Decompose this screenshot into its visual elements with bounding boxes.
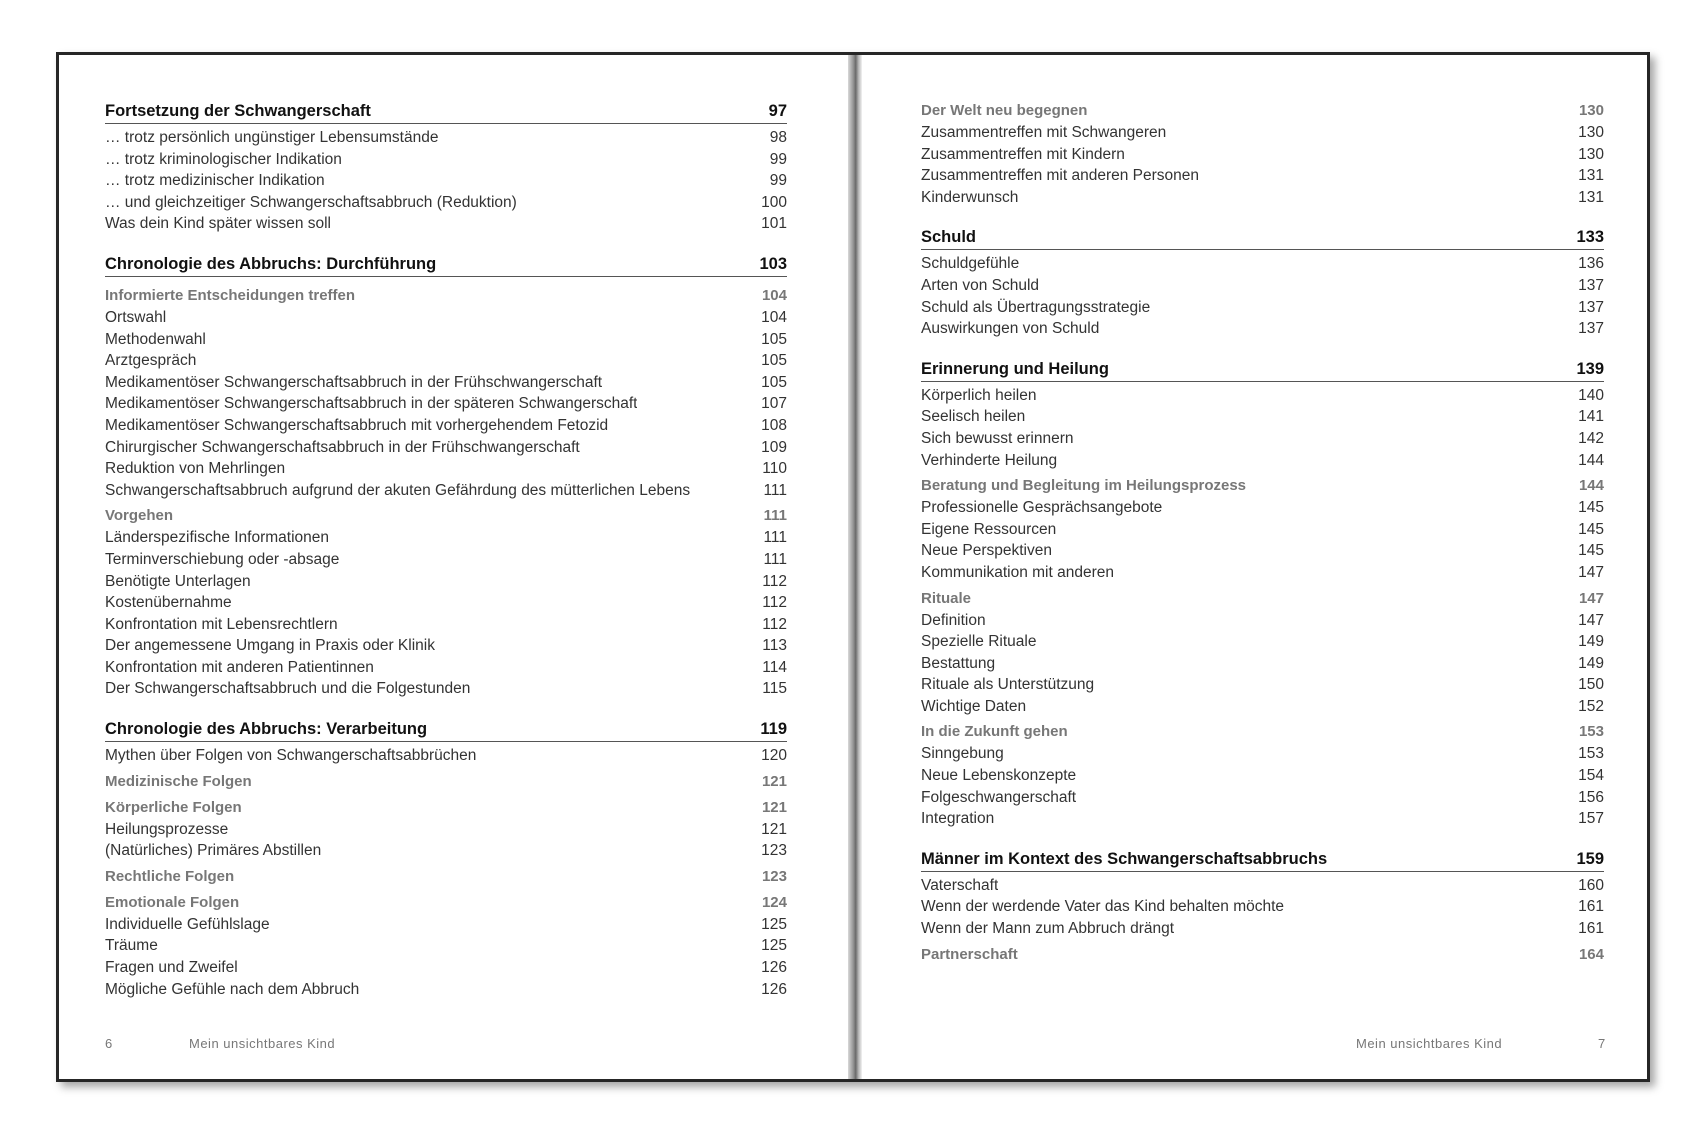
toc-entry-page: 152 [1578, 697, 1604, 715]
toc-item [105, 914, 787, 936]
toc-entry-page: 133 [1576, 228, 1604, 247]
toc-entry-title: (Natürliches) Primäres Abstillen [105, 842, 322, 860]
toc-item [105, 592, 787, 614]
toc-entry-title: … und gleichzeitiger Schwangerschaftsabbruch (Reduktion) [105, 193, 517, 211]
toc-entry-page: 111 [763, 507, 787, 525]
toc-item [921, 610, 1604, 632]
toc-item [921, 765, 1604, 787]
toc-item [105, 979, 787, 1001]
toc-item [921, 385, 1604, 407]
toc-section-heading [105, 505, 787, 527]
toc-entry-title: Beratung und Begleitung im Heilungsprozess [921, 477, 1247, 495]
toc-entry-title: Zusammentreffen mit Kindern [921, 145, 1125, 163]
toc-entry-title: … trotz medizinischer Indikation [105, 172, 325, 190]
toc-entry-title: Fortsetzung der Schwangerschaft [105, 102, 371, 120]
toc-entry-title: Bestattung [921, 654, 996, 672]
toc-entry-title: Konfrontation mit anderen Patientinnen [105, 658, 374, 676]
toc-item [921, 562, 1604, 584]
toc-entry-page: 98 [769, 129, 787, 146]
toc-entry-page: 121 [761, 820, 787, 838]
toc-entry-page: 121 [761, 798, 787, 816]
toc-item [921, 743, 1604, 765]
toc-section-heading [921, 100, 1604, 122]
toc-entry-page: 147 [1578, 563, 1604, 581]
toc-item [105, 307, 787, 329]
toc-entry-page: 137 [1578, 276, 1604, 294]
book-spine [848, 55, 862, 1079]
toc-entry-title: Schuld [921, 228, 977, 247]
toc-item [921, 122, 1604, 144]
toc-section-heading [105, 866, 787, 888]
toc-entry-title: Folgeschwangerschaft [921, 788, 1077, 806]
toc-entry-title: Reduktion von Mehrlingen [105, 460, 286, 478]
toc-entry-page: 130 [1578, 145, 1604, 163]
toc-entry-title: Heilungsprozesse [105, 820, 229, 838]
toc-chapter-heading [105, 100, 787, 124]
toc-entry-page: 159 [1576, 849, 1604, 868]
toc-entry-title: Integration [921, 810, 995, 828]
toc-item [921, 165, 1604, 187]
toc-entry-title: Rituale als Unterstützung [921, 676, 1095, 694]
toc-entry-page: 137 [1578, 298, 1604, 316]
toc-entry-title: Verhinderte Heilung [921, 451, 1058, 469]
toc-entry-page: 99 [769, 172, 787, 190]
toc-entry-title: Individuelle Gefühlslage [105, 915, 270, 933]
toc-entry-title: Definition [921, 611, 986, 629]
toc-entry-title: Der Welt neu begegnen [921, 102, 1088, 119]
toc-entry-page: 124 [761, 893, 787, 911]
toc-item [921, 918, 1604, 940]
toc-entry-title: Medikamentöser Schwangerschaftsabbruch in der Frühschwangerschaft [105, 373, 603, 391]
toc-entry-title: Männer im Kontext des Schwangerschaftsabbruchs [921, 849, 1328, 868]
toc-entry-title: Methodenwahl [105, 330, 206, 348]
toc-entry-title: In die Zukunft gehen [921, 723, 1068, 741]
toc-item [921, 144, 1604, 166]
toc-entry-title: Der Schwangerschaftsabbruch und die Folgestunden [105, 680, 471, 698]
toc-entry-page: 111 [763, 481, 787, 499]
toc-entry-page: 161 [1578, 898, 1604, 916]
toc-entry-title: Kommunikation mit anderen [921, 563, 1114, 581]
toc-entry-title: Wenn der werdende Vater das Kind behalten möchte [921, 898, 1285, 916]
toc-entry-page: 120 [761, 747, 787, 765]
toc-entry-page: 149 [1578, 633, 1604, 651]
toc-entry-title: Medikamentöser Schwangerschaftsabbruch in der späteren Schwangerschaft [105, 395, 638, 413]
toc-entry-page: 105 [761, 373, 787, 391]
toc-entry-title: Was dein Kind später wissen soll [105, 215, 331, 233]
toc-section-heading [105, 892, 787, 914]
toc-entry-title: Benötigte Unterlagen [105, 572, 251, 590]
toc-entry-title: Arten von Schuld [921, 276, 1040, 294]
toc-item [921, 428, 1604, 450]
toc-entry-page: 97 [768, 102, 787, 120]
toc-entry-page: 140 [1578, 386, 1604, 404]
toc-item [921, 450, 1604, 472]
toc-entry-page: 141 [1578, 408, 1604, 426]
toc-entry-page: 145 [1578, 542, 1604, 560]
toc-entry-title: Konfrontation mit Lebensrechtlern [105, 615, 338, 633]
toc-item [921, 519, 1604, 541]
toc-entry-page: 156 [1578, 788, 1604, 806]
toc-chapter-heading [921, 848, 1604, 872]
toc-entry-page: 131 [1578, 188, 1604, 206]
toc-item [921, 540, 1604, 562]
toc-entry-title: Spezielle Rituale [921, 633, 1037, 651]
toc-entry-title: Zusammentreffen mit Schwangeren [921, 124, 1167, 141]
toc-entry-title: Mythen über Folgen von Schwangerschaftsabbrüchen [105, 747, 477, 765]
toc-entry-page: 109 [761, 438, 787, 456]
toc-item [921, 808, 1604, 830]
toc-entry-page: 153 [1578, 745, 1604, 763]
toc-item [105, 170, 787, 192]
toc-item [105, 372, 787, 394]
toc-entry-title: Kinderwunsch [921, 188, 1019, 206]
toc-entry-page: 145 [1578, 499, 1604, 517]
toc-entry-title: Länderspezifische Informationen [105, 529, 330, 547]
toc-entry-title: Informierte Entscheidungen treffen [105, 286, 356, 304]
toc-entry-title: Fragen und Zweifel [105, 959, 238, 977]
toc-entry-page: 112 [762, 594, 787, 612]
toc-entry-title: Sich bewusst erinnern [921, 429, 1074, 447]
toc-section-heading [105, 285, 787, 307]
toc-chapter-heading [105, 253, 787, 277]
toc-entry-title: Chronologie des Abbruchs: Verarbeitung [105, 720, 428, 739]
toc-entry-title: … trotz kriminologischer Indikation [105, 150, 342, 168]
toc-item [105, 458, 787, 480]
toc-entry-page: 111 [763, 550, 787, 568]
toc-entry-title: Neue Lebenskonzepte [921, 767, 1077, 785]
toc-entry-title: Vaterschaft [921, 876, 999, 894]
toc-entry-title: Körperliche Folgen [105, 798, 242, 816]
toc-entry-page: 145 [1578, 520, 1604, 538]
toc-entry-title: Rituale [921, 589, 972, 607]
toc-entry-title: Wenn der Mann zum Abbruch drängt [921, 920, 1175, 938]
toc-entry-page: 160 [1578, 876, 1604, 894]
toc-item [921, 875, 1604, 897]
toc-entry-page: 125 [761, 915, 787, 933]
footer-book-title-right: Mein unsichtbares Kind [1356, 1036, 1503, 1051]
toc-item [105, 329, 787, 351]
toc-chapter-heading [105, 718, 787, 742]
toc-chapter-heading [921, 226, 1604, 250]
toc-entry-page: 153 [1578, 723, 1604, 741]
toc-item [921, 631, 1604, 653]
toc-entry-page: 105 [761, 330, 787, 348]
toc-entry-title: Partnerschaft [921, 945, 1018, 963]
toc-item [105, 745, 787, 767]
toc-entry-title: Vorgehen [105, 507, 174, 525]
toc-entry-title: Schuldgefühle [921, 255, 1020, 273]
book-spread [56, 52, 1650, 1082]
toc-entry-page: 139 [1576, 359, 1604, 378]
toc-item [921, 896, 1604, 918]
toc-entry-title: Auswirkungen von Schuld [921, 320, 1100, 338]
toc-entry-page: 154 [1578, 767, 1604, 785]
toc-item [105, 957, 787, 979]
toc-entry-title: Chirurgischer Schwangerschaftsabbruch in der Frühschwangerschaft [105, 438, 580, 456]
toc-entry-page: 121 [761, 772, 787, 790]
toc-entry-page: 149 [1578, 654, 1604, 672]
toc-chapter-heading [921, 358, 1604, 382]
toc-entry-title: Seelisch heilen [921, 408, 1026, 426]
toc-section-heading [921, 475, 1604, 497]
toc-item [921, 187, 1604, 209]
toc-entry-page: 161 [1578, 920, 1604, 938]
toc-entry-page: 125 [761, 937, 787, 955]
toc-item [105, 635, 787, 657]
toc-item [921, 406, 1604, 428]
toc-entry-title: Wichtige Daten [921, 697, 1027, 715]
toc-item [105, 127, 787, 149]
toc-entry-page: 100 [761, 193, 787, 211]
toc-entry-title: Träume [105, 937, 158, 955]
toc-entry-title: Sinngebung [921, 745, 1004, 763]
toc-item [921, 674, 1604, 696]
toc-entry-title: Körperlich heilen [921, 386, 1037, 404]
toc-entry-page: 123 [761, 867, 787, 885]
toc-item [105, 149, 787, 171]
toc-entry-page: 123 [761, 842, 787, 860]
toc-entry-page: 119 [760, 720, 787, 739]
toc-entry-title: Eigene Ressourcen [921, 520, 1057, 538]
toc-entry-page: 136 [1578, 255, 1604, 273]
footer-book-title-left: Mein unsichtbares Kind [189, 1036, 336, 1051]
toc-entry-title: Erinnerung und Heilung [921, 359, 1109, 378]
toc-entry-title: Ortswahl [105, 308, 167, 326]
toc-entry-title: Schuld als Übertragungsstrategie [921, 298, 1151, 316]
toc-entry-page: 115 [762, 680, 787, 698]
toc-item [921, 497, 1604, 519]
toc-item [921, 696, 1604, 718]
toc-item [105, 549, 787, 571]
toc-item [921, 253, 1604, 275]
toc-entry-page: 103 [759, 254, 787, 273]
toc-section-heading [921, 944, 1604, 966]
toc-item [105, 571, 787, 593]
toc-section-heading [105, 797, 787, 819]
toc-item [105, 678, 787, 700]
toc-entry-title: Rechtliche Folgen [105, 867, 235, 885]
toc-entry-page: 157 [1578, 810, 1604, 828]
toc-entry-title: Zusammentreffen mit anderen Personen [921, 167, 1200, 185]
toc-right [921, 100, 1604, 966]
toc-entry-title: Professionelle Gesprächsangebote [921, 499, 1163, 517]
toc-item [105, 415, 787, 437]
toc-entry-page: 112 [762, 615, 787, 633]
toc-entry-page: 104 [761, 286, 787, 304]
toc-item [921, 275, 1604, 297]
toc-entry-page: 107 [761, 395, 787, 413]
toc-entry-page: 130 [1578, 102, 1604, 119]
toc-item [105, 192, 787, 214]
toc-item [105, 350, 787, 372]
toc-item [105, 393, 787, 415]
toc-entry-title: Medikamentöser Schwangerschaftsabbruch mit vorhergehendem Fetozid [105, 416, 609, 434]
toc-item [921, 787, 1604, 809]
toc-section-heading [921, 588, 1604, 610]
toc-entry-page: 113 [762, 637, 787, 655]
toc-entry-page: 137 [1578, 320, 1604, 338]
toc-entry-title: Chronologie des Abbruchs: Durchführung [105, 254, 437, 273]
toc-entry-page: 144 [1578, 477, 1604, 495]
toc-item [921, 653, 1604, 675]
toc-entry-title: Neue Perspektiven [921, 542, 1052, 560]
toc-item [921, 318, 1604, 340]
footer-page-number-right: 7 [1598, 1036, 1606, 1051]
toc-entry-page: 99 [769, 150, 787, 168]
toc-entry-page: 131 [1578, 167, 1604, 185]
toc-item [105, 819, 787, 841]
toc-entry-title: Emotionale Folgen [105, 893, 240, 911]
toc-item [105, 527, 787, 549]
toc-entry-page: 126 [761, 980, 787, 998]
toc-entry-page: 112 [762, 572, 787, 590]
toc-entry-page: 110 [762, 460, 787, 478]
toc-entry-page: 164 [1578, 945, 1604, 963]
toc-entry-page: 108 [761, 416, 787, 434]
toc-left [105, 100, 787, 1000]
toc-entry-page: 114 [762, 658, 787, 676]
toc-section-heading [105, 771, 787, 793]
left-page [59, 55, 848, 1079]
toc-item [105, 614, 787, 636]
toc-item [105, 213, 787, 235]
toc-entry-title: Medizinische Folgen [105, 772, 252, 790]
toc-entry-page: 142 [1578, 429, 1604, 447]
toc-entry-page: 130 [1578, 124, 1604, 141]
toc-entry-title: Mögliche Gefühle nach dem Abbruch [105, 980, 360, 998]
toc-item [105, 480, 787, 502]
toc-item [105, 437, 787, 459]
toc-entry-title: Schwangerschaftsabbruch aufgrund der akuten Gefährdung des mütterlichen Lebens [105, 481, 691, 499]
toc-entry-page: 144 [1578, 451, 1604, 469]
toc-entry-page: 104 [761, 308, 787, 326]
toc-entry-page: 111 [763, 529, 787, 547]
toc-item [105, 657, 787, 679]
toc-item [105, 840, 787, 862]
toc-entry-page: 147 [1578, 611, 1604, 629]
toc-item [921, 297, 1604, 319]
toc-entry-title: Kostenübernahme [105, 594, 232, 612]
toc-entry-page: 101 [761, 215, 787, 233]
toc-entry-title: Arztgespräch [105, 352, 197, 370]
right-page [862, 55, 1650, 1079]
toc-entry-page: 126 [761, 959, 787, 977]
toc-entry-title: … trotz persönlich ungünstiger Lebensumstände [105, 129, 439, 146]
footer-page-number-left: 6 [105, 1036, 113, 1051]
toc-entry-page: 105 [761, 352, 787, 370]
toc-entry-page: 147 [1578, 589, 1604, 607]
toc-entry-page: 150 [1578, 676, 1604, 694]
toc-entry-title: Terminverschiebung oder -absage [105, 550, 340, 568]
toc-section-heading [921, 721, 1604, 743]
toc-entry-title: Der angemessene Umgang in Praxis oder Klinik [105, 637, 435, 655]
toc-item [105, 935, 787, 957]
